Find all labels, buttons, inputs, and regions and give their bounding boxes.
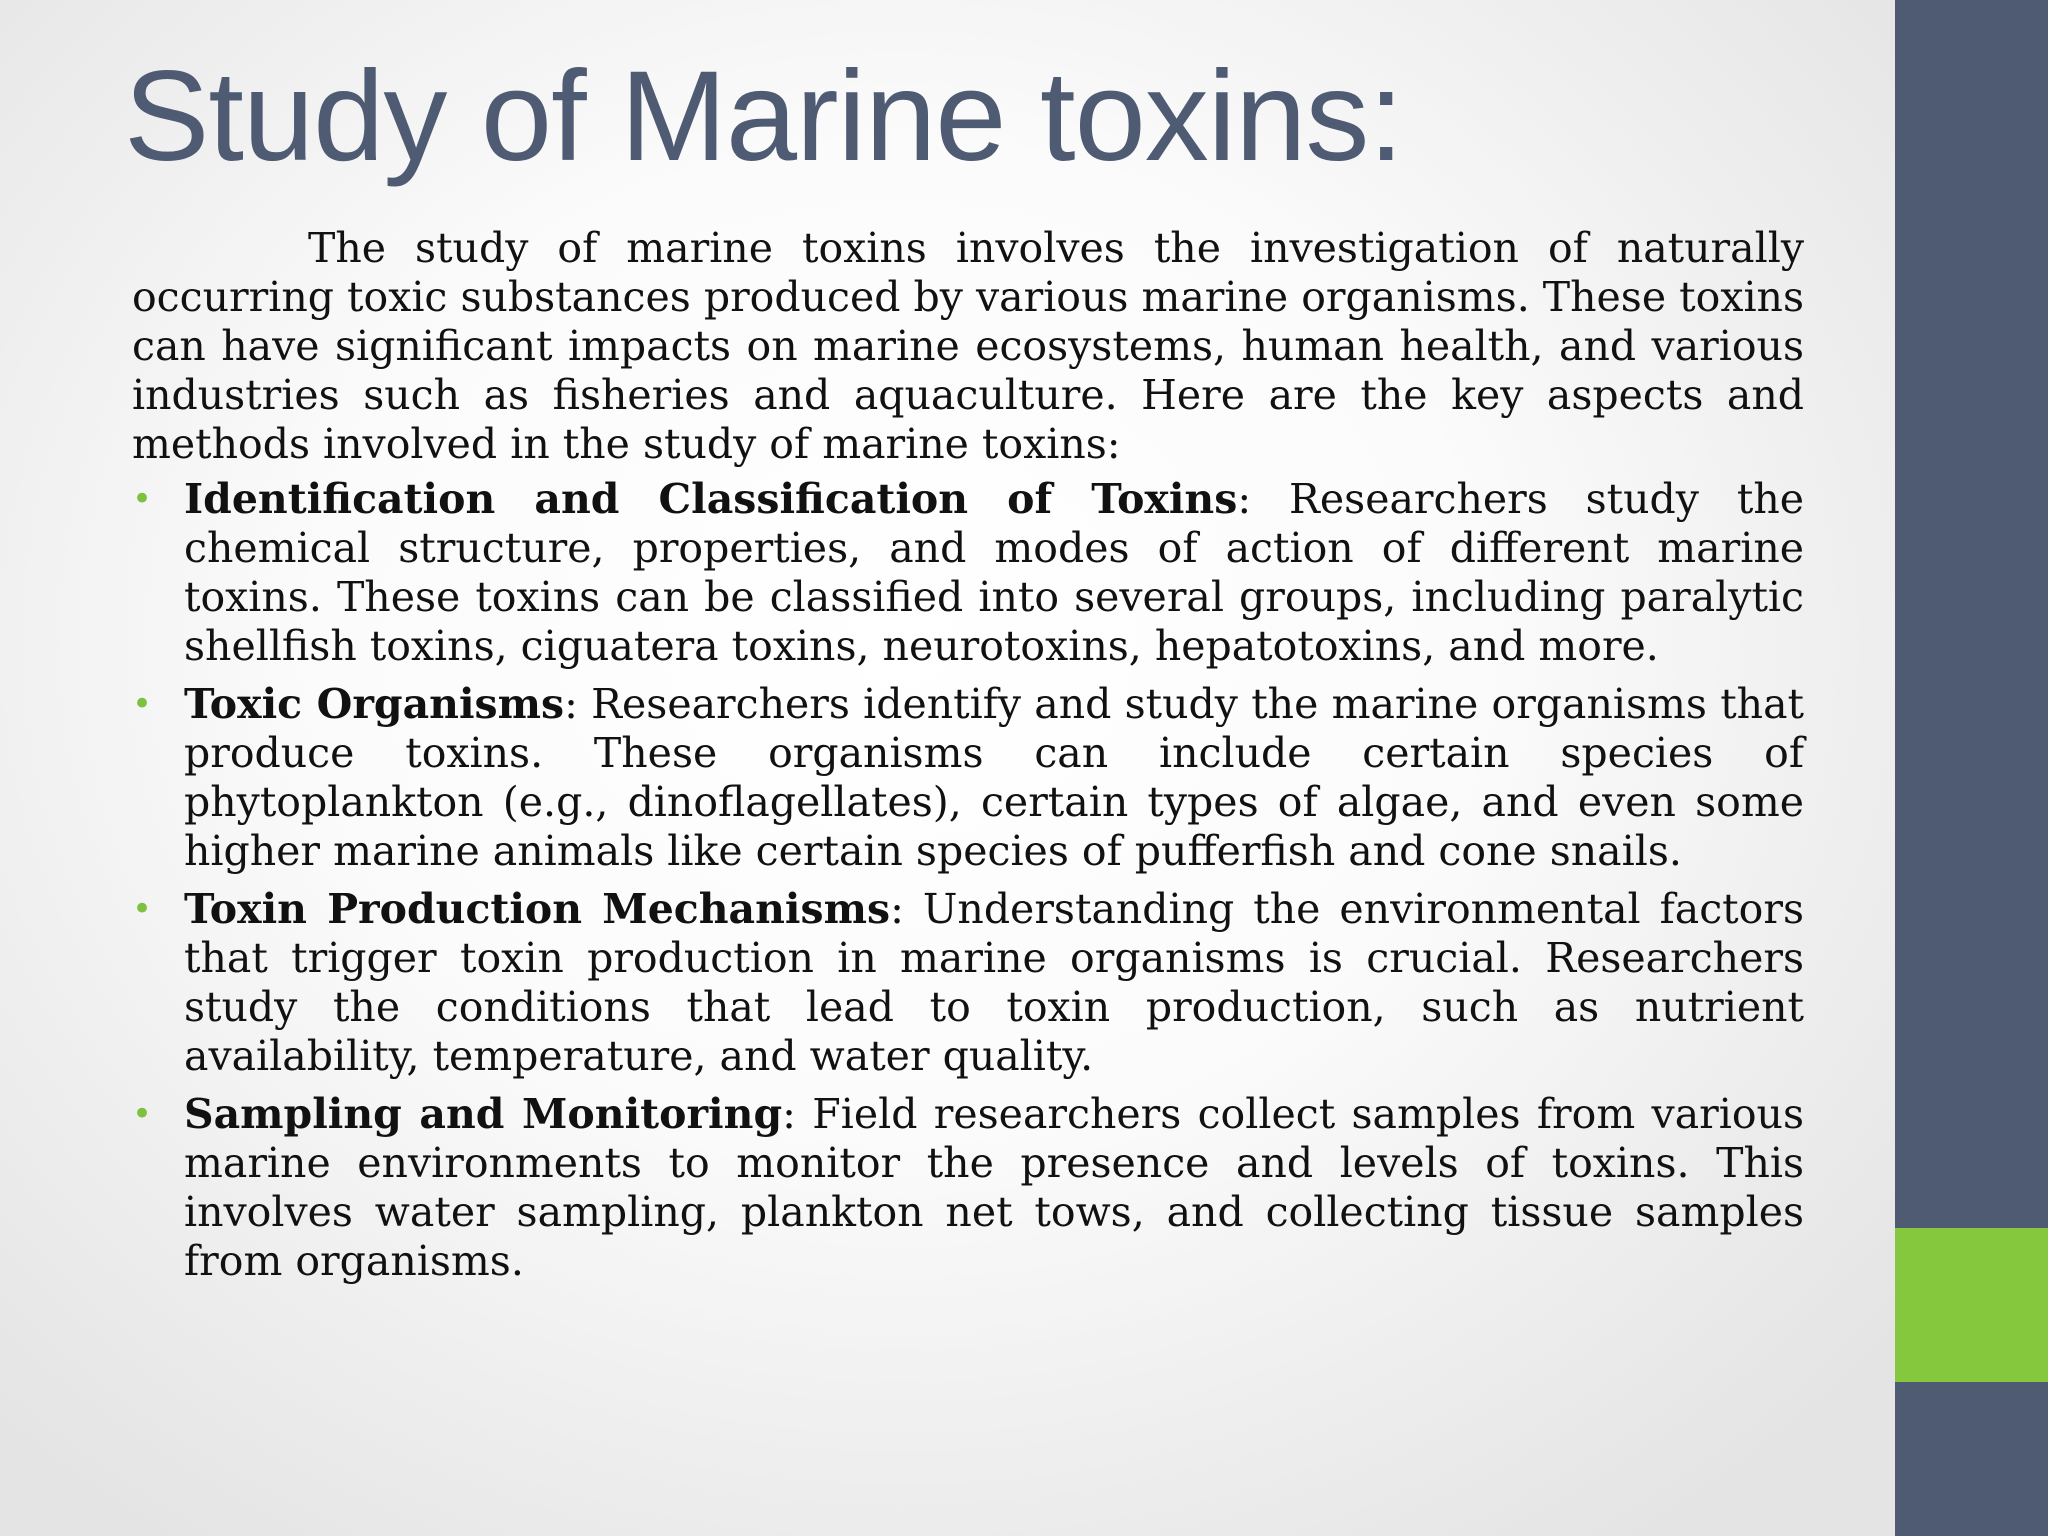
bullet-text: : Researchers study the chemical structure, properties, and modes of action of different marine toxins. These toxins can be classified into several groups, including paralytic shellfish toxins, ciguatera toxins, neurotoxins, hepatotoxins, and more. — [184, 475, 1804, 670]
bullet-icon: • — [132, 1094, 153, 1134]
bullet-icon: • — [132, 479, 153, 519]
bullet-term: Identification and Classification of Toxins — [184, 475, 1238, 523]
slide-accent-block — [1895, 1228, 2048, 1382]
bullet-text: : Field researchers collect samples from various marine environments to monitor the presence and levels of toxins. This involves water sampling, plankton net tows, and collecting tissue samples from organisms. — [184, 1090, 1804, 1285]
slide-title: Study of Marine toxins: — [124, 45, 1403, 188]
slide-body — [132, 224, 1804, 1295]
bullet-item — [132, 1090, 1804, 1286]
bullet-text: : Researchers identify and study the marine organisms that produce toxins. These organisms can include certain species of phytoplankton (e.g., dinoflagellates), certain types of algae, and even some higher marine animals like certain species of pufferfish and cone snails. — [184, 680, 1804, 875]
bullet-term: Toxic Organisms — [184, 680, 565, 728]
bullet-item — [132, 475, 1804, 671]
bullet-icon: • — [132, 889, 153, 929]
bullet-item — [132, 885, 1804, 1081]
bullet-list — [132, 475, 1804, 1286]
bullet-term: Sampling and Monitoring — [184, 1090, 783, 1138]
bullet-icon: • — [132, 684, 153, 724]
bullet-item — [132, 680, 1804, 876]
bullet-text: : Understanding the environmental factors that trigger toxin production in marine organisms is crucial. Researchers study the conditions that lead to toxin production, such as nutrient availability, temperature, and water quality. — [184, 885, 1804, 1080]
intro-paragraph: The study of marine toxins involves the investigation of naturally occurring toxic substances produced by various marine organisms. These toxins can have significant impacts on marine ecosystems, human health, and various industries such as fisheries and aquaculture. Here are the key aspects and methods involved in the study of marine toxins: — [132, 224, 1804, 468]
bullet-term: Toxin Production Mechanisms — [184, 885, 891, 933]
